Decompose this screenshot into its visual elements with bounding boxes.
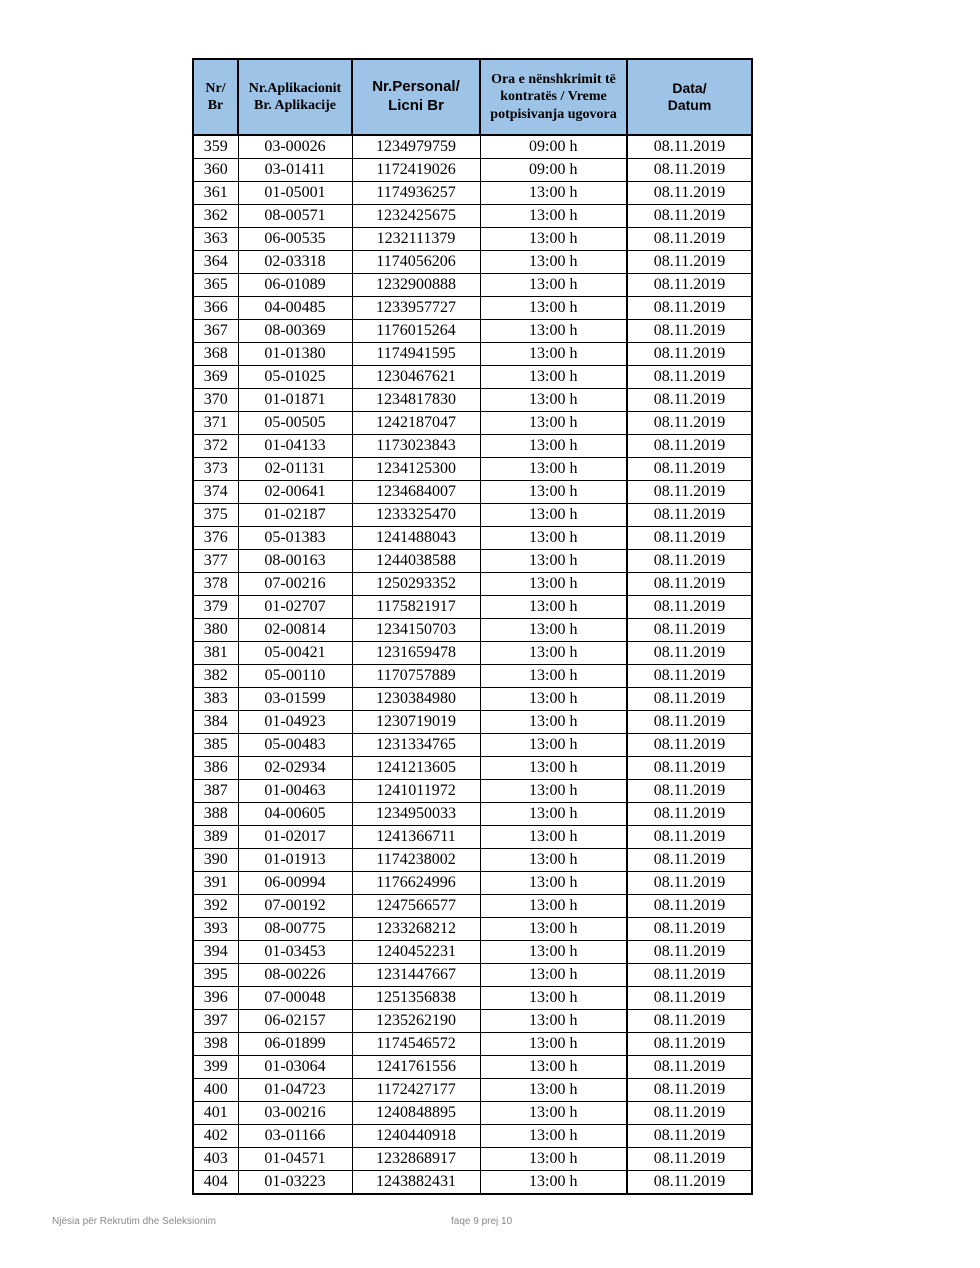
cell-application-number: 06-01089 [238, 274, 352, 297]
cell-signing-time: 13:00 h [480, 343, 627, 366]
cell-signing-time: 13:00 h [480, 941, 627, 964]
cell-personal-number: 1173023843 [352, 435, 480, 458]
cell-signing-time: 13:00 h [480, 780, 627, 803]
table-row [193, 1056, 752, 1079]
cell-signing-time: 13:00 h [480, 435, 627, 458]
cell-application-number: 06-01899 [238, 1033, 352, 1056]
table-row [193, 550, 752, 573]
cell-application-number: 03-01166 [238, 1125, 352, 1148]
cell-date: 08.11.2019 [627, 826, 752, 849]
cell-date: 08.11.2019 [627, 573, 752, 596]
cell-date: 08.11.2019 [627, 481, 752, 504]
cell-nr: 375 [193, 504, 238, 527]
cell-application-number: 04-00605 [238, 803, 352, 826]
cell-nr: 385 [193, 734, 238, 757]
cell-application-number: 05-00110 [238, 665, 352, 688]
cell-personal-number: 1234979759 [352, 135, 480, 159]
cell-application-number: 01-04923 [238, 711, 352, 734]
cell-application-number: 05-00505 [238, 412, 352, 435]
cell-nr: 383 [193, 688, 238, 711]
cell-date: 08.11.2019 [627, 757, 752, 780]
cell-signing-time: 13:00 h [480, 1033, 627, 1056]
cell-date: 08.11.2019 [627, 987, 752, 1010]
header-nr: Nr/ Br [193, 59, 238, 135]
table-row [193, 688, 752, 711]
cell-application-number: 02-00641 [238, 481, 352, 504]
cell-application-number: 08-00775 [238, 918, 352, 941]
cell-nr: 377 [193, 550, 238, 573]
cell-application-number: 07-00048 [238, 987, 352, 1010]
cell-date: 08.11.2019 [627, 435, 752, 458]
table-row [193, 1171, 752, 1195]
cell-date: 08.11.2019 [627, 1010, 752, 1033]
cell-date: 08.11.2019 [627, 964, 752, 987]
cell-signing-time: 13:00 h [480, 964, 627, 987]
cell-application-number: 06-02157 [238, 1010, 352, 1033]
cell-nr: 369 [193, 366, 238, 389]
cell-date: 08.11.2019 [627, 918, 752, 941]
cell-personal-number: 1174056206 [352, 251, 480, 274]
cell-date: 08.11.2019 [627, 642, 752, 665]
cell-signing-time: 13:00 h [480, 205, 627, 228]
cell-personal-number: 1240440918 [352, 1125, 480, 1148]
cell-date: 08.11.2019 [627, 1079, 752, 1102]
cell-signing-time: 13:00 h [480, 734, 627, 757]
cell-personal-number: 1240452231 [352, 941, 480, 964]
cell-date: 08.11.2019 [627, 1102, 752, 1125]
cell-nr: 359 [193, 135, 238, 159]
header-application-number: Nr.Aplikacionit Br. Aplikacije [238, 59, 352, 135]
cell-application-number: 01-01380 [238, 343, 352, 366]
cell-application-number: 06-00535 [238, 228, 352, 251]
cell-personal-number: 1170757889 [352, 665, 480, 688]
cell-date: 08.11.2019 [627, 619, 752, 642]
cell-date: 08.11.2019 [627, 550, 752, 573]
cell-date: 08.11.2019 [627, 343, 752, 366]
cell-personal-number: 1247566577 [352, 895, 480, 918]
cell-date: 08.11.2019 [627, 849, 752, 872]
cell-signing-time: 13:00 h [480, 274, 627, 297]
cell-nr: 378 [193, 573, 238, 596]
cell-application-number: 07-00216 [238, 573, 352, 596]
cell-nr: 404 [193, 1171, 238, 1195]
table-row [193, 1148, 752, 1171]
cell-date: 08.11.2019 [627, 872, 752, 895]
table-row [193, 757, 752, 780]
cell-signing-time: 13:00 h [480, 872, 627, 895]
cell-application-number: 01-03064 [238, 1056, 352, 1079]
cell-signing-time: 13:00 h [480, 1079, 627, 1102]
cell-personal-number: 1230719019 [352, 711, 480, 734]
table-row [193, 987, 752, 1010]
cell-application-number: 01-05001 [238, 182, 352, 205]
cell-application-number: 01-02017 [238, 826, 352, 849]
table-row [193, 1102, 752, 1125]
cell-signing-time: 13:00 h [480, 1102, 627, 1125]
cell-application-number: 03-00216 [238, 1102, 352, 1125]
cell-personal-number: 1242187047 [352, 412, 480, 435]
cell-date: 08.11.2019 [627, 251, 752, 274]
cell-application-number: 01-01913 [238, 849, 352, 872]
table-row [193, 274, 752, 297]
cell-signing-time: 13:00 h [480, 918, 627, 941]
cell-personal-number: 1232900888 [352, 274, 480, 297]
cell-signing-time: 13:00 h [480, 550, 627, 573]
cell-application-number: 07-00192 [238, 895, 352, 918]
cell-date: 08.11.2019 [627, 895, 752, 918]
cell-nr: 380 [193, 619, 238, 642]
table-row [193, 1033, 752, 1056]
cell-personal-number: 1231659478 [352, 642, 480, 665]
cell-date: 08.11.2019 [627, 527, 752, 550]
header-signing-time: Ora e nënshkrimit të kontratës / Vreme potpisivanja ugovora [480, 59, 627, 135]
table-row [193, 504, 752, 527]
cell-date: 08.11.2019 [627, 412, 752, 435]
cell-nr: 371 [193, 412, 238, 435]
cell-date: 08.11.2019 [627, 665, 752, 688]
table-row [193, 895, 752, 918]
table-row [193, 297, 752, 320]
table-row [193, 343, 752, 366]
cell-date: 08.11.2019 [627, 941, 752, 964]
table-row [193, 251, 752, 274]
table-row [193, 826, 752, 849]
cell-personal-number: 1250293352 [352, 573, 480, 596]
cell-date: 08.11.2019 [627, 803, 752, 826]
cell-signing-time: 13:00 h [480, 688, 627, 711]
cell-application-number: 01-03453 [238, 941, 352, 964]
cell-personal-number: 1176624996 [352, 872, 480, 895]
cell-date: 08.11.2019 [627, 274, 752, 297]
cell-personal-number: 1241488043 [352, 527, 480, 550]
table-row [193, 205, 752, 228]
cell-application-number: 02-02934 [238, 757, 352, 780]
table-row [193, 964, 752, 987]
cell-nr: 363 [193, 228, 238, 251]
cell-application-number: 01-04571 [238, 1148, 352, 1171]
cell-signing-time: 09:00 h [480, 135, 627, 159]
cell-date: 08.11.2019 [627, 1148, 752, 1171]
cell-nr: 389 [193, 826, 238, 849]
cell-signing-time: 13:00 h [480, 182, 627, 205]
cell-personal-number: 1232868917 [352, 1148, 480, 1171]
cell-date: 08.11.2019 [627, 182, 752, 205]
cell-signing-time: 13:00 h [480, 527, 627, 550]
cell-signing-time: 13:00 h [480, 1148, 627, 1171]
cell-signing-time: 13:00 h [480, 803, 627, 826]
cell-nr: 361 [193, 182, 238, 205]
cell-nr: 379 [193, 596, 238, 619]
cell-date: 08.11.2019 [627, 228, 752, 251]
cell-signing-time: 13:00 h [480, 573, 627, 596]
footer-department: Njësia për Rekrutim dhe Seleksionim [52, 1216, 216, 1227]
cell-personal-number: 1233957727 [352, 297, 480, 320]
cell-nr: 384 [193, 711, 238, 734]
table-row [193, 734, 752, 757]
cell-date: 08.11.2019 [627, 1033, 752, 1056]
cell-personal-number: 1233268212 [352, 918, 480, 941]
table-row [193, 389, 752, 412]
cell-personal-number: 1174238002 [352, 849, 480, 872]
cell-date: 08.11.2019 [627, 458, 752, 481]
cell-personal-number: 1230467621 [352, 366, 480, 389]
cell-nr: 400 [193, 1079, 238, 1102]
cell-signing-time: 13:00 h [480, 228, 627, 251]
table-row [193, 665, 752, 688]
cell-nr: 376 [193, 527, 238, 550]
cell-signing-time: 13:00 h [480, 895, 627, 918]
cell-nr: 386 [193, 757, 238, 780]
cell-nr: 396 [193, 987, 238, 1010]
cell-personal-number: 1172419026 [352, 159, 480, 182]
cell-personal-number: 1234684007 [352, 481, 480, 504]
cell-nr: 368 [193, 343, 238, 366]
cell-date: 08.11.2019 [627, 205, 752, 228]
cell-application-number: 01-02707 [238, 596, 352, 619]
cell-nr: 360 [193, 159, 238, 182]
cell-signing-time: 13:00 h [480, 1056, 627, 1079]
cell-signing-time: 13:00 h [480, 711, 627, 734]
cell-personal-number: 1234950033 [352, 803, 480, 826]
cell-personal-number: 1175821917 [352, 596, 480, 619]
cell-nr: 403 [193, 1148, 238, 1171]
cell-date: 08.11.2019 [627, 1125, 752, 1148]
cell-personal-number: 1251356838 [352, 987, 480, 1010]
cell-signing-time: 13:00 h [480, 757, 627, 780]
table-row [193, 1079, 752, 1102]
cell-signing-time: 13:00 h [480, 320, 627, 343]
cell-personal-number: 1234817830 [352, 389, 480, 412]
cell-nr: 364 [193, 251, 238, 274]
cell-signing-time: 13:00 h [480, 987, 627, 1010]
cell-date: 08.11.2019 [627, 711, 752, 734]
table-row [193, 803, 752, 826]
cell-signing-time: 13:00 h [480, 665, 627, 688]
cell-signing-time: 13:00 h [480, 826, 627, 849]
cell-personal-number: 1233325470 [352, 504, 480, 527]
cell-nr: 387 [193, 780, 238, 803]
cell-nr: 362 [193, 205, 238, 228]
cell-signing-time: 09:00 h [480, 159, 627, 182]
cell-date: 08.11.2019 [627, 320, 752, 343]
cell-application-number: 03-00026 [238, 135, 352, 159]
cell-date: 08.11.2019 [627, 1171, 752, 1195]
cell-nr: 398 [193, 1033, 238, 1056]
table-row [193, 780, 752, 803]
cell-application-number: 01-03223 [238, 1171, 352, 1195]
table-row [193, 573, 752, 596]
cell-personal-number: 1232111379 [352, 228, 480, 251]
table-row [193, 159, 752, 182]
table-row [193, 918, 752, 941]
cell-application-number: 01-04133 [238, 435, 352, 458]
cell-signing-time: 13:00 h [480, 504, 627, 527]
cell-personal-number: 1241366711 [352, 826, 480, 849]
cell-date: 08.11.2019 [627, 389, 752, 412]
cell-signing-time: 13:00 h [480, 389, 627, 412]
table-row [193, 711, 752, 734]
cell-personal-number: 1174941595 [352, 343, 480, 366]
cell-application-number: 01-00463 [238, 780, 352, 803]
cell-date: 08.11.2019 [627, 504, 752, 527]
footer-page-number: faqe 9 prej 10 [451, 1216, 513, 1227]
cell-nr: 381 [193, 642, 238, 665]
cell-nr: 370 [193, 389, 238, 412]
cell-nr: 390 [193, 849, 238, 872]
cell-signing-time: 13:00 h [480, 849, 627, 872]
cell-personal-number: 1241011972 [352, 780, 480, 803]
cell-application-number: 05-01025 [238, 366, 352, 389]
cell-date: 08.11.2019 [627, 135, 752, 159]
cell-personal-number: 1232425675 [352, 205, 480, 228]
table-row [193, 182, 752, 205]
cell-personal-number: 1234150703 [352, 619, 480, 642]
cell-nr: 395 [193, 964, 238, 987]
cell-nr: 388 [193, 803, 238, 826]
cell-personal-number: 1240848895 [352, 1102, 480, 1125]
table-body [193, 135, 752, 1194]
table-row [193, 458, 752, 481]
cell-date: 08.11.2019 [627, 159, 752, 182]
cell-application-number: 04-00485 [238, 297, 352, 320]
table-row [193, 849, 752, 872]
cell-application-number: 02-01131 [238, 458, 352, 481]
cell-nr: 397 [193, 1010, 238, 1033]
cell-application-number: 03-01411 [238, 159, 352, 182]
cell-application-number: 05-00483 [238, 734, 352, 757]
cell-personal-number: 1241761556 [352, 1056, 480, 1079]
header-personal-number: Nr.Personal/ Licni Br [352, 59, 480, 135]
table-header-row [193, 59, 752, 135]
cell-personal-number: 1231447667 [352, 964, 480, 987]
cell-nr: 372 [193, 435, 238, 458]
cell-personal-number: 1174936257 [352, 182, 480, 205]
cell-signing-time: 13:00 h [480, 1125, 627, 1148]
table-row [193, 872, 752, 895]
cell-personal-number: 1174546572 [352, 1033, 480, 1056]
cell-signing-time: 13:00 h [480, 297, 627, 320]
schedule-table [192, 58, 753, 1195]
table-row [193, 642, 752, 665]
cell-date: 08.11.2019 [627, 297, 752, 320]
cell-application-number: 01-04723 [238, 1079, 352, 1102]
cell-date: 08.11.2019 [627, 596, 752, 619]
cell-personal-number: 1230384980 [352, 688, 480, 711]
cell-date: 08.11.2019 [627, 734, 752, 757]
cell-signing-time: 13:00 h [480, 1010, 627, 1033]
cell-application-number: 06-00994 [238, 872, 352, 895]
cell-application-number: 08-00163 [238, 550, 352, 573]
cell-application-number: 03-01599 [238, 688, 352, 711]
cell-signing-time: 13:00 h [480, 1171, 627, 1195]
table-row [193, 228, 752, 251]
cell-nr: 374 [193, 481, 238, 504]
table-row [193, 1125, 752, 1148]
table-row [193, 412, 752, 435]
cell-personal-number: 1243882431 [352, 1171, 480, 1195]
cell-nr: 365 [193, 274, 238, 297]
cell-nr: 367 [193, 320, 238, 343]
cell-signing-time: 13:00 h [480, 366, 627, 389]
cell-date: 08.11.2019 [627, 688, 752, 711]
cell-date: 08.11.2019 [627, 780, 752, 803]
header-date: Data/ Datum [627, 59, 752, 135]
table-row [193, 481, 752, 504]
table-row [193, 1010, 752, 1033]
cell-personal-number: 1231334765 [352, 734, 480, 757]
cell-signing-time: 13:00 h [480, 596, 627, 619]
cell-application-number: 08-00226 [238, 964, 352, 987]
cell-nr: 373 [193, 458, 238, 481]
table-row [193, 941, 752, 964]
cell-date: 08.11.2019 [627, 1056, 752, 1079]
cell-application-number: 05-01383 [238, 527, 352, 550]
table-row [193, 596, 752, 619]
cell-nr: 402 [193, 1125, 238, 1148]
cell-nr: 391 [193, 872, 238, 895]
cell-signing-time: 13:00 h [480, 619, 627, 642]
cell-nr: 382 [193, 665, 238, 688]
table-row [193, 435, 752, 458]
cell-signing-time: 13:00 h [480, 458, 627, 481]
cell-personal-number: 1244038588 [352, 550, 480, 573]
cell-signing-time: 13:00 h [480, 642, 627, 665]
cell-personal-number: 1234125300 [352, 458, 480, 481]
table-row [193, 527, 752, 550]
table-row [193, 135, 752, 159]
cell-personal-number: 1172427177 [352, 1079, 480, 1102]
cell-nr: 401 [193, 1102, 238, 1125]
cell-application-number: 02-03318 [238, 251, 352, 274]
cell-personal-number: 1241213605 [352, 757, 480, 780]
table-row [193, 619, 752, 642]
cell-signing-time: 13:00 h [480, 412, 627, 435]
cell-nr: 393 [193, 918, 238, 941]
cell-application-number: 08-00369 [238, 320, 352, 343]
cell-nr: 399 [193, 1056, 238, 1079]
cell-signing-time: 13:00 h [480, 481, 627, 504]
cell-nr: 394 [193, 941, 238, 964]
cell-application-number: 01-02187 [238, 504, 352, 527]
table-row [193, 320, 752, 343]
cell-application-number: 02-00814 [238, 619, 352, 642]
cell-nr: 392 [193, 895, 238, 918]
cell-nr: 366 [193, 297, 238, 320]
cell-application-number: 08-00571 [238, 205, 352, 228]
cell-personal-number: 1235262190 [352, 1010, 480, 1033]
table-row [193, 366, 752, 389]
cell-date: 08.11.2019 [627, 366, 752, 389]
cell-signing-time: 13:00 h [480, 251, 627, 274]
cell-personal-number: 1176015264 [352, 320, 480, 343]
cell-application-number: 01-01871 [238, 389, 352, 412]
cell-application-number: 05-00421 [238, 642, 352, 665]
